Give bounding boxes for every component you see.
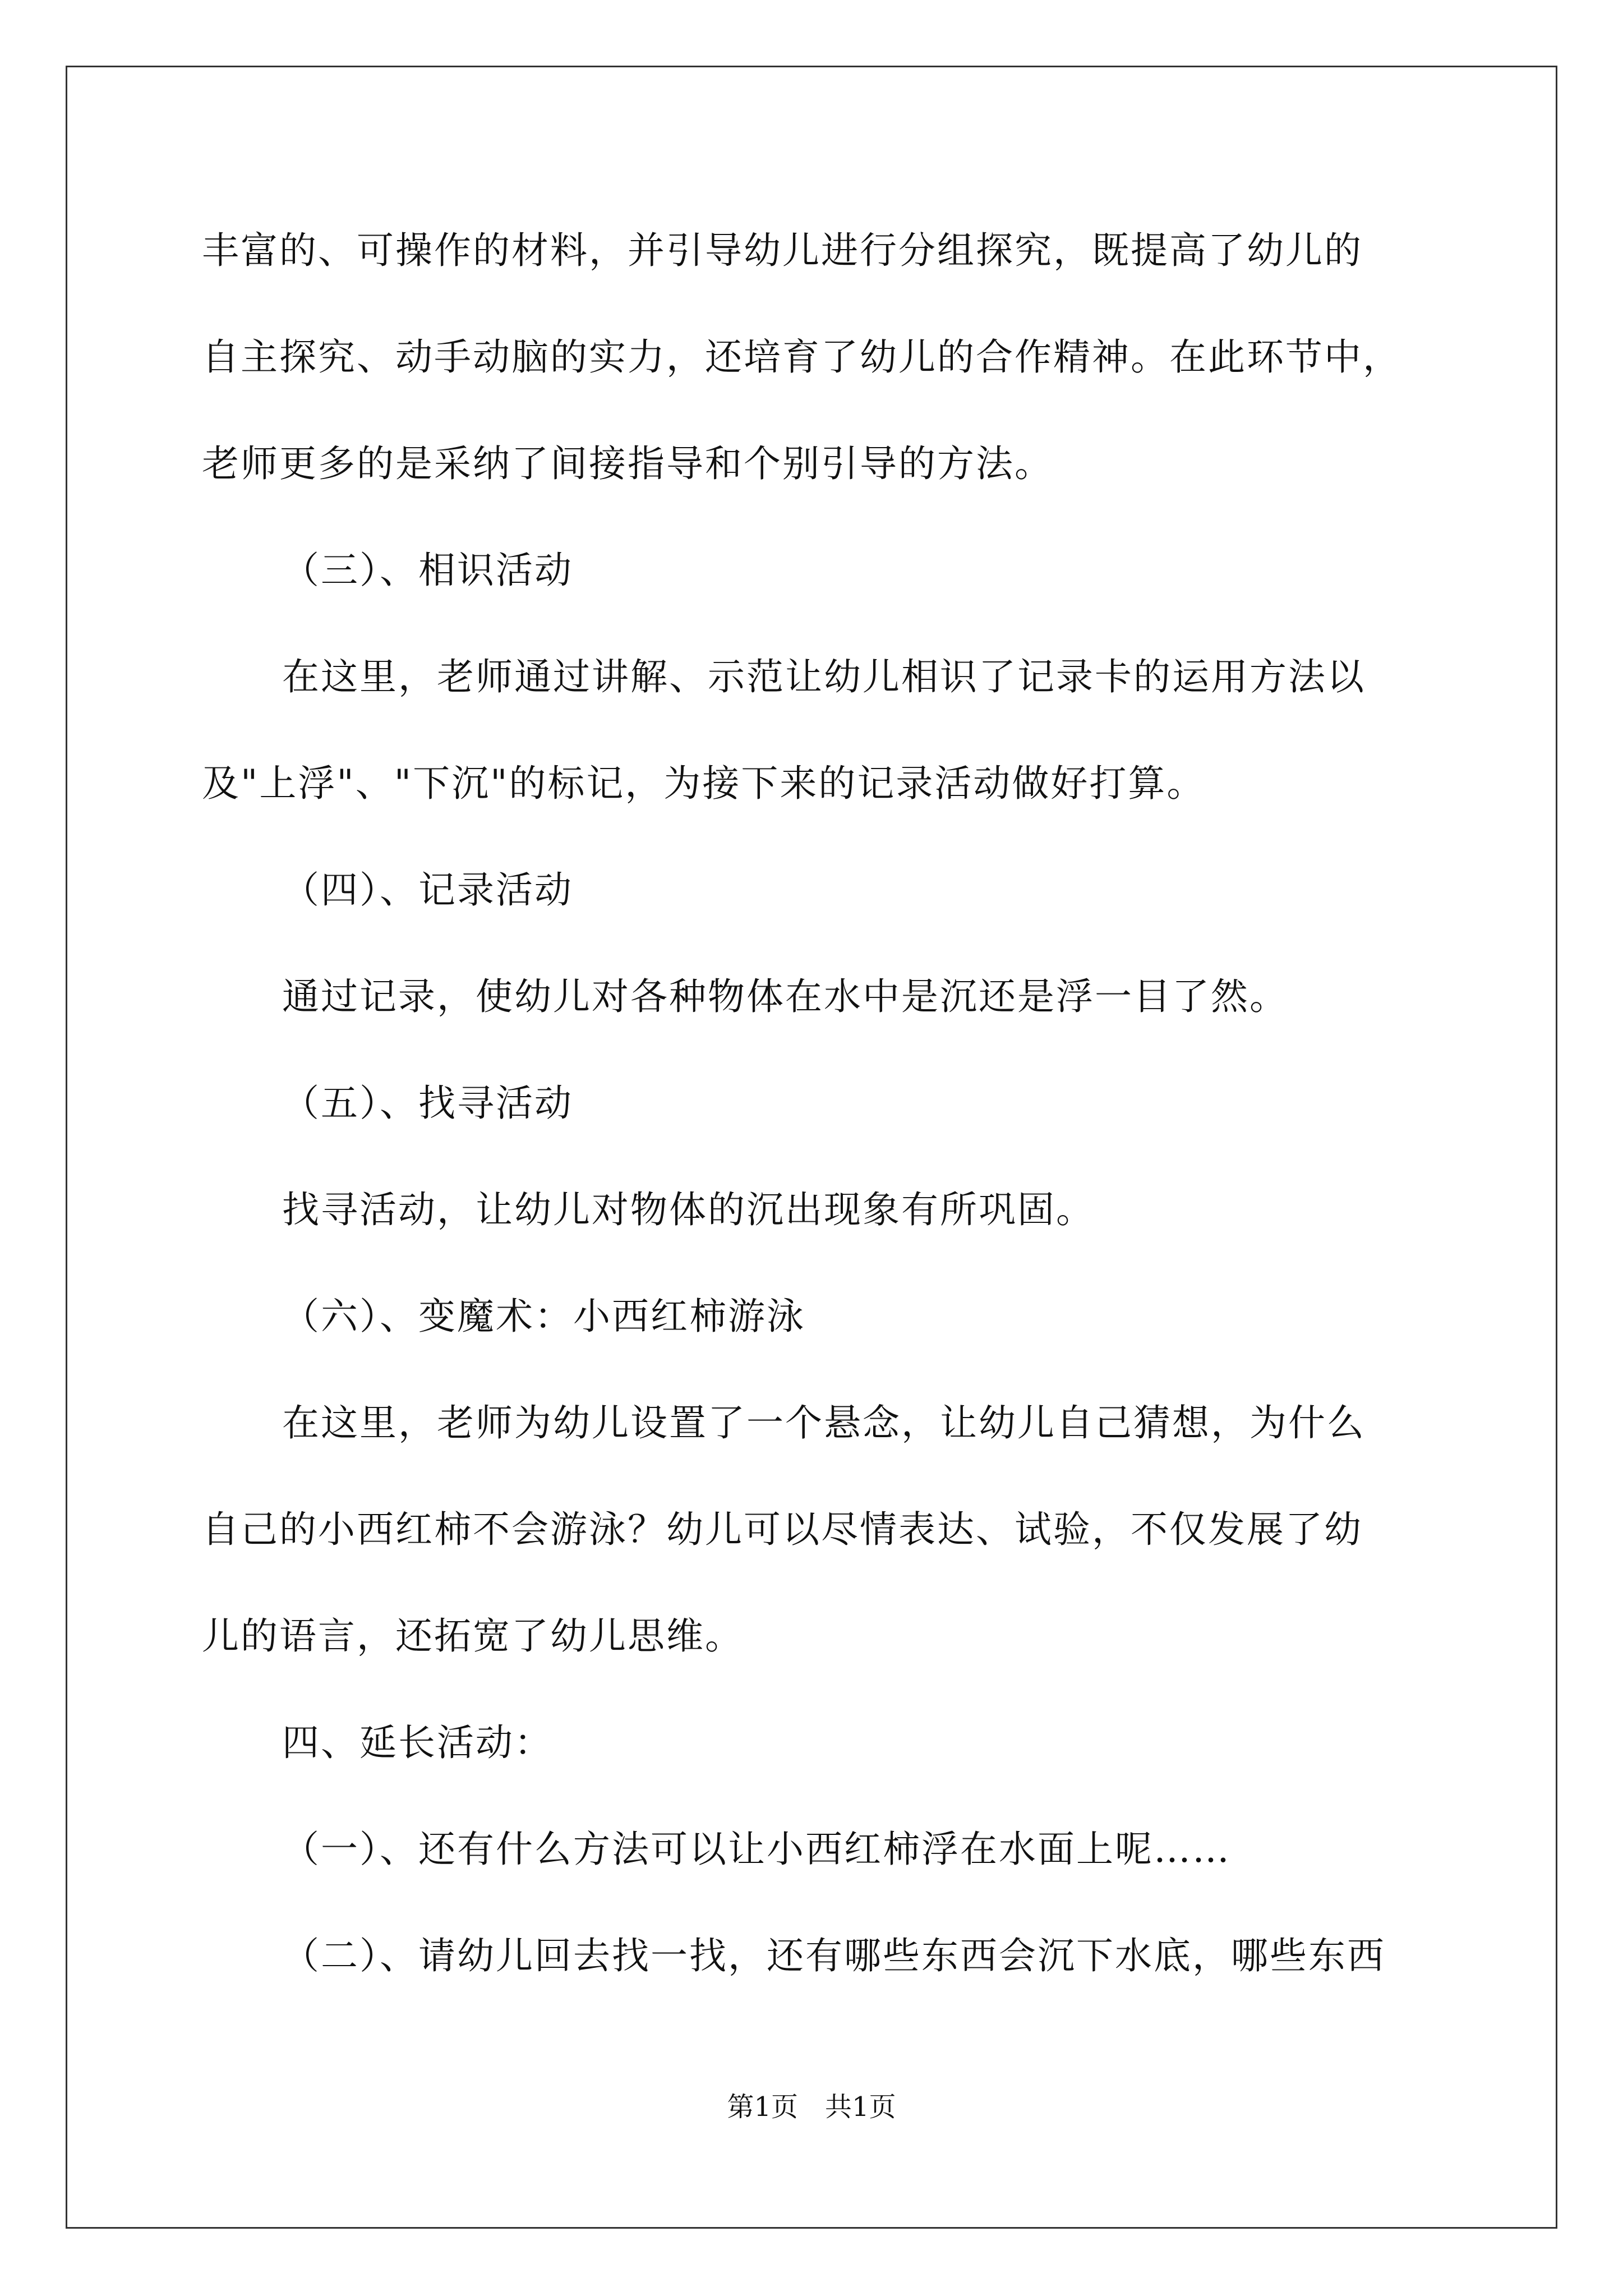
page-frame: [66, 66, 1557, 2229]
paragraph-line: 自己的小西红柿不会游泳？幼儿可以尽情表达、试验，不仅发展了幼: [202, 1508, 1363, 1551]
section-heading: （五）、找寻活动: [282, 1082, 573, 1125]
paragraph-line: 儿的语言，还拓宽了幼儿思维。: [202, 1614, 744, 1658]
section-heading: （三）、相识活动: [282, 549, 573, 592]
paragraph-line: 在这里，老师为幼儿设置了一个悬念，让幼儿自己猜想，为什么: [282, 1401, 1366, 1444]
paragraph-line: 在这里，老师通过讲解、示范让幼儿相识了记录卡的运用方法以: [282, 655, 1366, 698]
paragraph-line: 丰富的、可操作的材料，并引导幼儿进行分组探究，既提高了幼儿的: [202, 229, 1363, 272]
paragraph-line: （二）、请幼儿回去找一找，还有哪些东西会沉下水底，哪些东西: [282, 1934, 1386, 1977]
section-heading: （六）、变魔术：小西红柿游泳: [282, 1295, 805, 1338]
paragraph-line: 自主探究、动手动脑的实力，还培育了幼儿的合作精神。在此环节中，: [202, 335, 1401, 379]
section-heading: 四、延长活动：: [282, 1721, 553, 1764]
page-number-footer: 第1页 共1页: [727, 2091, 896, 2123]
section-heading: （四）、记录活动: [282, 868, 573, 912]
paragraph-line: 找寻活动，让幼儿对物体的沉出现象有所巩固。: [282, 1188, 1095, 1231]
paragraph-line: （一）、还有什么方法可以让小西红柿浮在水面上呢……: [282, 1828, 1231, 1871]
paragraph-line: 老师更多的是采纳了间接指导和个别引导的方法。: [202, 442, 1053, 485]
paragraph-line: 及"上浮"、"下沉"的标记，为接下来的记录活动做好打算。: [202, 762, 1206, 805]
paragraph-line: 通过记录，使幼儿对各种物体在水中是沉还是浮一目了然。: [282, 975, 1288, 1018]
